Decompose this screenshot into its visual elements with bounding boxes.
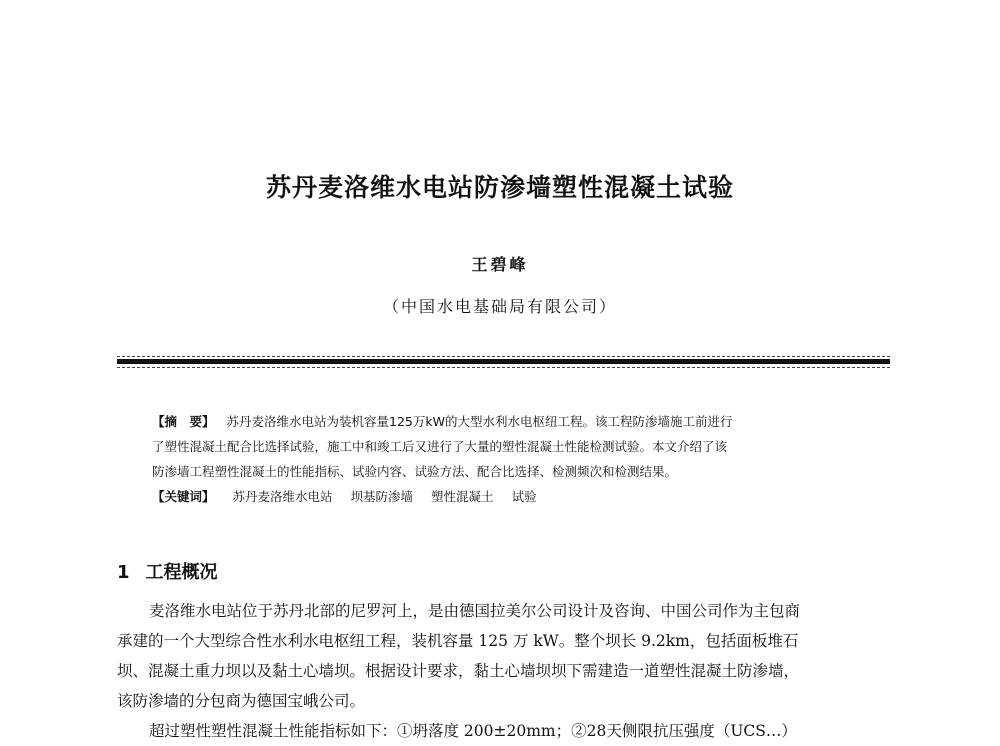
- abstract-line-1: [152, 409, 857, 434]
- section-title: 工程概况: [145, 562, 218, 583]
- body-line-2: 承建的一个大型综合性水利水电枢纽工程，装机容量 125 万 kW。整个坝长 9.2km，包括面板堆石: [117, 632, 799, 650]
- keyword-3: 塑性混凝土: [431, 489, 494, 504]
- header-rule-thick: [117, 359, 890, 364]
- keyword-2: 坝基防渗墙: [350, 489, 414, 504]
- keyword-1: 苏丹麦洛维水电站: [232, 489, 333, 504]
- section-1-heading: [117, 558, 218, 584]
- abstract-line-2: 了塑性混凝土配合比选择试验，施工中和竣工后又进行了大量的塑性混凝土性能检测试验。本文介绍了该: [152, 439, 728, 454]
- abstract-line-3: 防渗墙工程塑性混凝土的性能指标、试验内容、试验方法、配合比选择、检测频次和检测结果。: [152, 464, 678, 479]
- author-name: 王碧峰: [471, 255, 529, 274]
- author-affiliation: （中国水电基础局有限公司）: [382, 297, 617, 316]
- body-line-3: 坝、混凝土重力坝以及黏土心墙坝。根据设计要求，黏土心墙坝坝下需建造一道塑性混凝土防渗墙，: [117, 662, 800, 680]
- abstract-block: [152, 409, 857, 509]
- body-line-1: 麦洛维水电站位于苏丹北部的尼罗河上，是由德国拉美尔公司设计及咨询、中国公司作为主包商: [149, 602, 801, 620]
- section-1-body: [117, 596, 892, 740]
- keywords-tag: 【关键词】: [152, 489, 215, 504]
- keywords-line: [152, 484, 857, 509]
- header-rule-bottom: [117, 367, 890, 368]
- abstract-text-1: 苏丹麦洛维水电站为装机容量125万kW的大型水利水电枢纽工程。该工程防渗墙施工前进行: [226, 414, 733, 429]
- body-line-4: 该防渗墙的分包商为德国宝峨公司。: [117, 692, 366, 710]
- paper-title: 苏丹麦洛维水电站防渗墙塑性混凝土试验: [265, 173, 734, 202]
- keyword-4: 试验: [511, 489, 537, 504]
- section-number: 1: [117, 562, 130, 583]
- abstract-tag: 【摘 要】: [152, 414, 215, 429]
- body-line-5-partial: 超过塑性塑性混凝土性能指标如下：①坍落度 200±20mm；②28天侧限抗压强度（UCS…）: [149, 722, 797, 740]
- header-rule-top: [117, 356, 890, 357]
